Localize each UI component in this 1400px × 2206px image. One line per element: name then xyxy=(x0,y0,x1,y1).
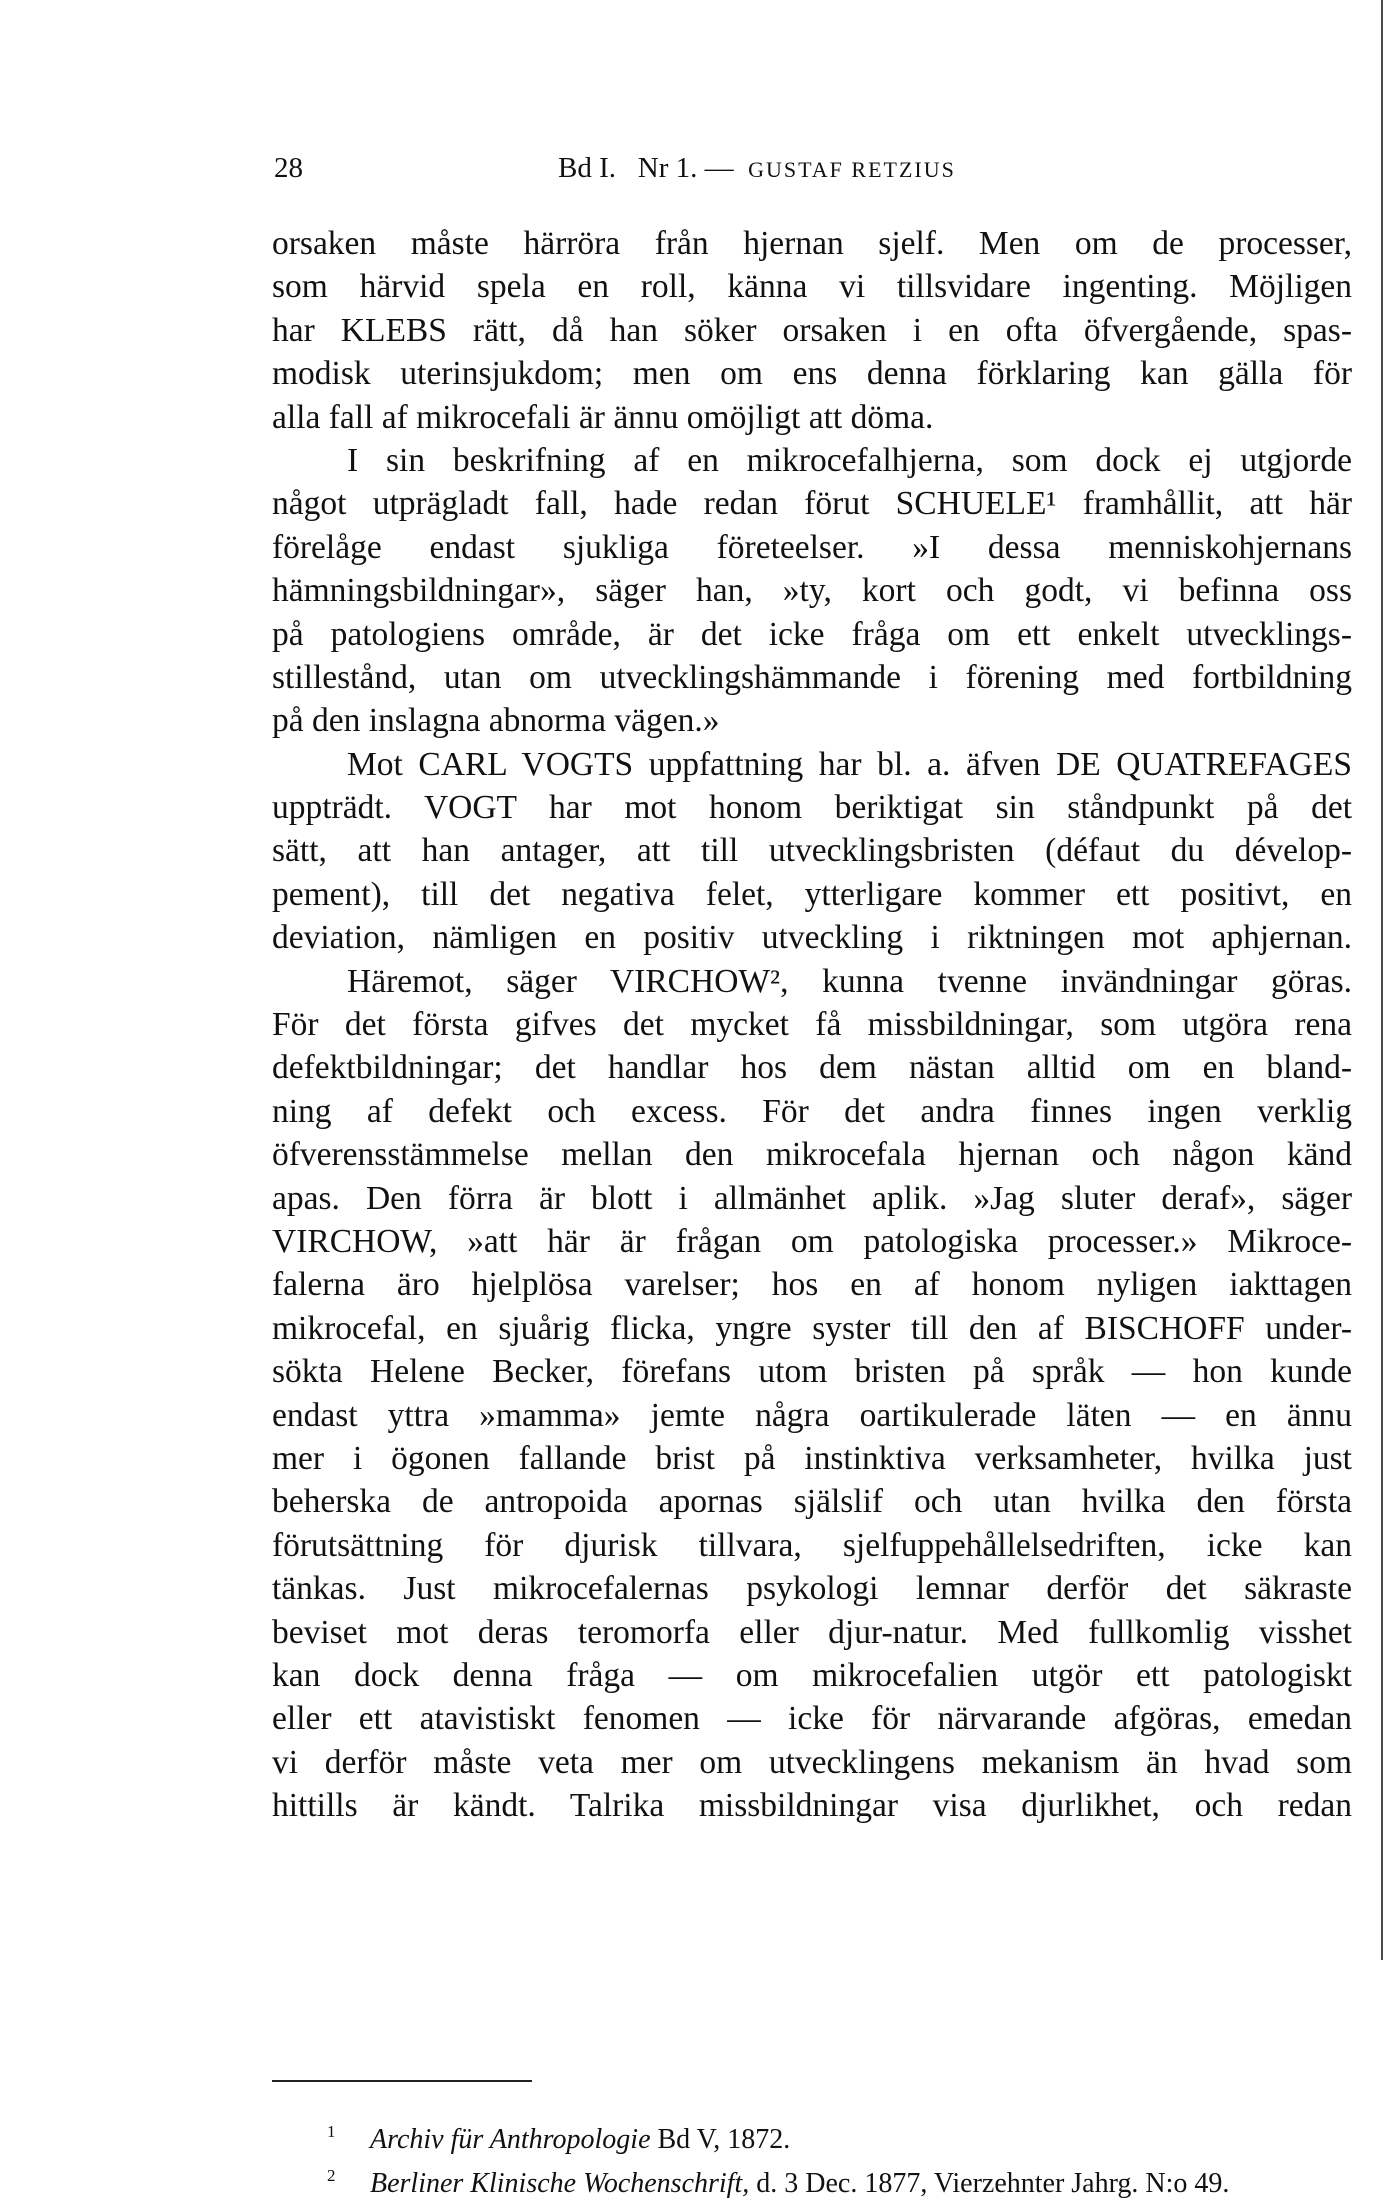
footnote-1 xyxy=(272,2118,1362,2162)
text-line: förelåge endast sjukliga företeelser. »I dessa menniskohjernans xyxy=(272,528,1352,566)
footnote-details: Bd V, 1872. xyxy=(650,2124,791,2155)
text-line: tänkas. Just mikrocefalernas psykologi lemnar derför det säkraste xyxy=(272,1570,1352,1608)
text-line: har KLEBS rätt, då han söker orsaken i en ofta öfvergående, spas- xyxy=(272,311,1352,349)
text-line: VIRCHOW, »att här är frågan om patologiska processer.» Mikroce- xyxy=(272,1222,1352,1260)
text-line: För det första gifves det mycket få missbildningar, som utgöra rena xyxy=(272,1006,1352,1044)
text-line: som härvid spela en roll, känna vi tillsvidare ingenting. Möjligen xyxy=(272,268,1352,306)
footnote-text xyxy=(370,2162,1229,2206)
text-line: hämningsbildningar», säger han, »ty, kort och godt, vi befinna oss xyxy=(272,572,1352,610)
footnote-details: d. 3 Dec. 1877, Vierzehnter Jahrg. N:o 49. xyxy=(749,2168,1230,2199)
running-title xyxy=(558,152,956,185)
text-line: Häremot, säger VIRCHOW², kunna tvenne invändningar göras. xyxy=(347,962,1352,1000)
text-line: kan dock denna fråga — om mikrocefalien utgör ett patologiskt xyxy=(272,1656,1352,1694)
text-line: förutsättning för djurisk tillvara, sjelfuppehållelsedriften, icke kan xyxy=(272,1526,1352,1564)
text-line: beherska de antropoida apornas själslif och utan hvilka den första xyxy=(272,1483,1352,1521)
text-line: vi derför måste veta mer om utvecklingens mekanism än hvad som xyxy=(272,1743,1352,1781)
text-line: sätt, att han antager, att till utvecklingsbristen (défaut du dévelop- xyxy=(272,832,1352,870)
text-line: deviation, nämligen en positiv utveckling i riktningen mot aphjernan. xyxy=(272,919,1352,957)
issue-label: Nr 1. — xyxy=(637,152,734,184)
text-line: modisk uterinsjukdom; men om ens denna förklaring kan gälla för xyxy=(272,355,1352,393)
footnote-source-title: Berliner Klinische Wochenschrift, xyxy=(370,2168,750,2199)
text-line: mikrocefal, en sjuårig flicka, yngre syster till den af BISCHOFF under- xyxy=(272,1309,1352,1347)
text-line: endast yttra »mamma» jemte några oartikulerade läten — en ännu xyxy=(272,1396,1352,1434)
footnote-mark: 2 xyxy=(327,2166,336,2185)
text-line: ning af defekt och excess. För det andra finnes ingen verklig xyxy=(272,1092,1352,1130)
page-number: 28 xyxy=(274,152,303,184)
text-line: apas. Den förra är blott i allmänhet aplik. »Jag sluter deraf», säger xyxy=(272,1179,1352,1217)
footnote-2 xyxy=(272,2162,1362,2206)
running-header xyxy=(274,152,1359,192)
author-name: GUSTAF RETZIUS xyxy=(748,157,956,182)
page-edge-line xyxy=(1381,0,1383,1960)
text-line: stillestånd, utan om utvecklingshämmande i förening med fortbildning xyxy=(272,658,1352,696)
text-line: pement), till det negativa felet, ytterligare kommer ett positivt, en xyxy=(272,875,1352,913)
text-line: alla fall af mikrocefali är ännu omöjligt att döma. xyxy=(272,398,934,436)
body-text xyxy=(272,222,1352,1827)
text-line: orsaken måste härröra från hjernan sjelf. Men om de processer, xyxy=(272,225,1352,262)
text-line: eller ett atavistiskt fenomen — icke för närvarande afgöras, emedan xyxy=(272,1700,1352,1738)
text-line: på patologiens område, är det icke fråga om ett enkelt utvecklings- xyxy=(272,615,1352,653)
footnote-text xyxy=(370,2118,790,2162)
text-line: öfverensstämmelse mellan den mikrocefala hjernan och någon känd xyxy=(272,1136,1352,1174)
text-line: på den inslagna abnorma vägen.» xyxy=(272,702,720,740)
volume-label: Bd I. xyxy=(558,152,616,184)
footnote-mark: 1 xyxy=(327,2122,336,2141)
text-line: sökta Helene Becker, förefans utom bristen på språk — hon kunde xyxy=(272,1353,1352,1391)
footnote-rule xyxy=(272,2080,532,2082)
text-line: mer i ögonen fallande brist på instinktiva verksamheter, hvilka just xyxy=(272,1439,1352,1477)
text-line: Mot CARL VOGTS uppfattning har bl. a. äfven DE QUATREFAGES xyxy=(347,745,1352,783)
text-line: falerna äro hjelplösa varelser; hos en af honom nyligen iakttagen xyxy=(272,1266,1352,1304)
text-line: beviset mot deras teromorfa eller djur-natur. Med fullkomlig visshet xyxy=(272,1613,1352,1651)
text-line: hittills är kändt. Talrika missbildningar visa djurlikhet, och redan xyxy=(272,1787,1352,1825)
text-line: något utprägladt fall, hade redan förut SCHUELE¹ framhållit, att här xyxy=(272,485,1352,523)
footnotes xyxy=(272,2118,1362,2206)
footnote-source-title: Archiv für Anthropologie xyxy=(370,2124,651,2155)
text-line: defektbildningar; det handlar hos dem nästan alltid om en bland- xyxy=(272,1049,1352,1087)
text-line: I sin beskrifning af en mikrocefalhjerna, som dock ej utgjorde xyxy=(347,441,1352,479)
text-line: uppträdt. VOGT har mot honom beriktigat sin ståndpunkt på det xyxy=(272,789,1352,827)
